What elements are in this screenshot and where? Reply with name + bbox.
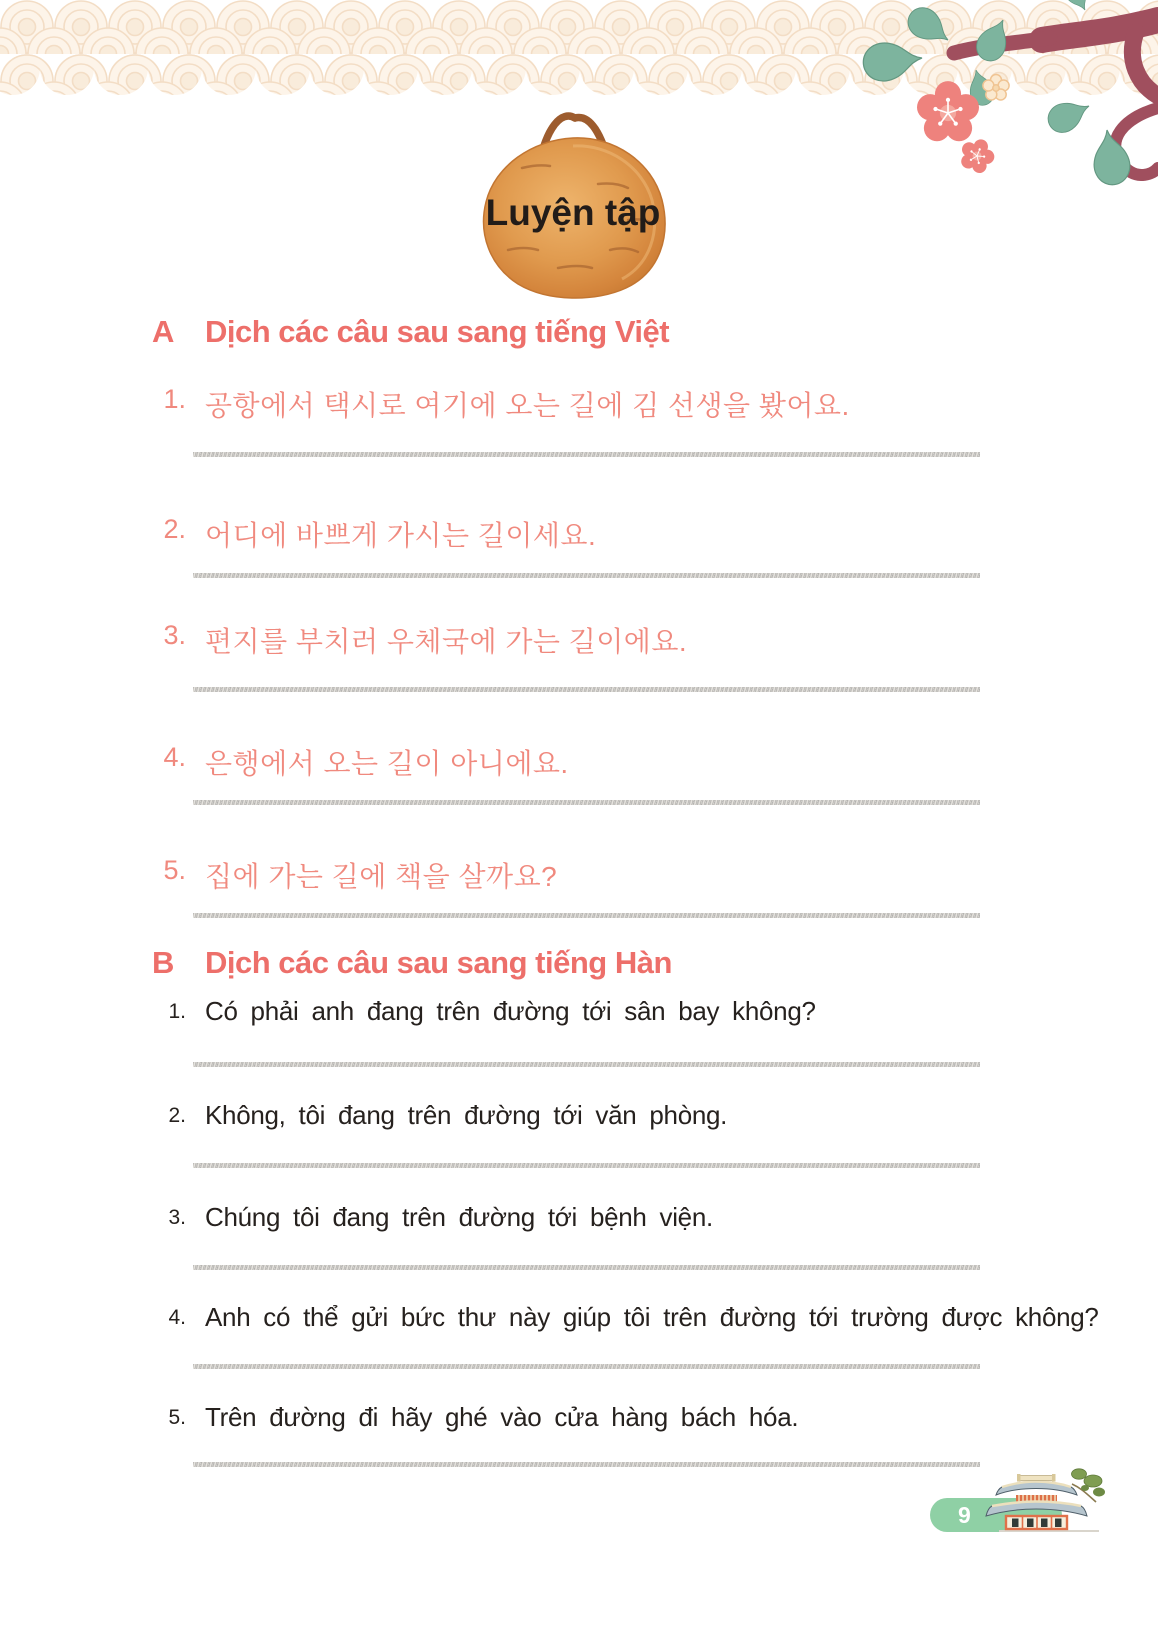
item-number: 3. (163, 620, 186, 650)
item-number: 1. (163, 384, 186, 414)
answer-line (193, 1163, 980, 1168)
page-number: 9 (958, 1502, 971, 1528)
answer-line (193, 1364, 980, 1369)
item-text: Không, tôi đang trên đường tới văn phòng. (205, 1100, 728, 1130)
exercise-item-b2 (0, 1100, 1060, 1180)
item-number: 2. (163, 514, 186, 544)
item-text: Trên đường đi hãy ghé vào cửa hàng bách hóa. (205, 1402, 799, 1432)
item-text: 은행에서 오는 길이 아니에요. (205, 748, 569, 779)
palace-icon (975, 1459, 1107, 1537)
section-b-letter: B (152, 945, 174, 980)
item-number: 2. (168, 1104, 186, 1127)
item-text: Chúng tôi đang trên đường tới bệnh viện. (205, 1202, 713, 1232)
answer-line (193, 573, 980, 578)
answer-line (193, 800, 980, 805)
exercise-item-a4 (0, 742, 1060, 822)
section-a-letter: A (152, 314, 174, 349)
answer-line (193, 1462, 980, 1467)
badge-title: Luyện tập (485, 192, 661, 233)
item-number: 1. (168, 1000, 186, 1023)
exercise-item-b3 (0, 1202, 1060, 1282)
item-text: 어디에 바쁘게 가시는 길이세요. (205, 520, 597, 551)
scallop-border (0, 0, 1158, 100)
section-a-title: Dịch các câu sau sang tiếng Việt (205, 314, 670, 349)
answer-line (193, 452, 980, 457)
item-text: Anh có thể gửi bức thư này giúp tôi trên đường tới trường được không? (205, 1302, 1099, 1332)
answer-line (193, 1265, 980, 1270)
section-b-heading (0, 945, 1000, 985)
item-number: 4. (168, 1306, 186, 1329)
section-a-heading (0, 314, 1000, 354)
item-text: 집에 가는 길에 책을 살까요? (205, 861, 558, 892)
scale-pattern-icon (0, 0, 1158, 100)
answer-line (193, 913, 980, 918)
exercise-item-a2 (0, 514, 1060, 594)
exercise-item-a5 (0, 855, 1060, 935)
item-number: 5. (163, 855, 186, 885)
answer-line (193, 687, 980, 692)
item-text: 편지를 부치러 우체국에 가는 길이에요. (205, 626, 688, 657)
item-number: 5. (168, 1406, 186, 1429)
item-number: 3. (168, 1206, 186, 1229)
item-text: 공항에서 택시로 여기에 오는 길에 김 선생을 봤어요. (205, 390, 850, 421)
section-b-title: Dịch các câu sau sang tiếng Hàn (205, 945, 672, 980)
exercise-item-b5 (0, 1402, 1060, 1482)
item-number: 4. (163, 742, 186, 772)
pine-tree-icon (1072, 1469, 1106, 1502)
item-text: Có phải anh đang trên đường tới sân bay không? (205, 996, 816, 1026)
exercise-item-b4 (0, 1302, 1099, 1382)
answer-line (193, 1062, 980, 1067)
